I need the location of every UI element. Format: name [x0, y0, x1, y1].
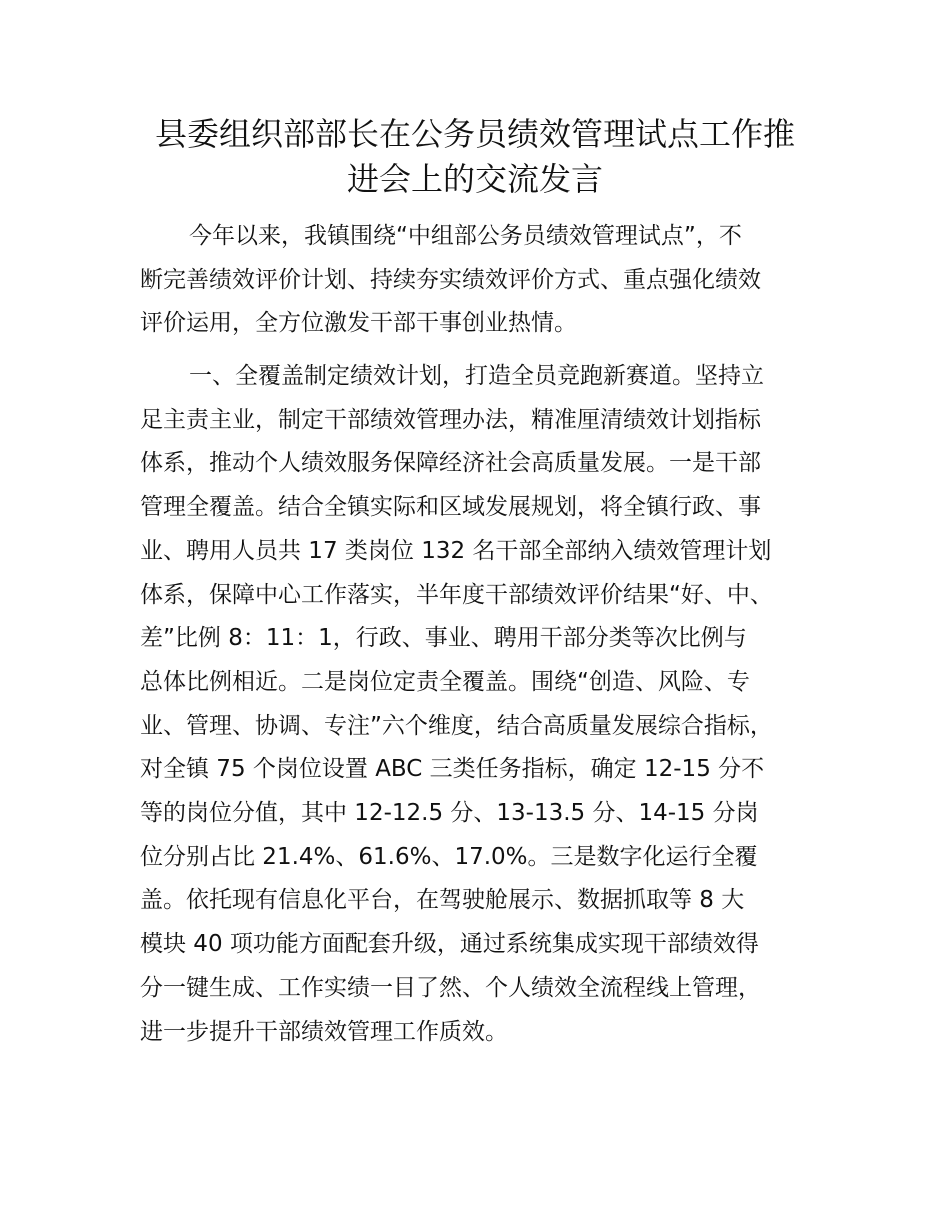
- title-line: 进会上的交流发言: [346, 160, 603, 198]
- paragraph-line: 足主责主业，制定干部绩效管理办法，精准厘清绩效计划指标: [140, 406, 761, 433]
- paragraph-line: 分一键生成、工作实绩一目了然、个人绩效全流程线上管理，: [140, 974, 761, 1001]
- paragraph-line: 评价运用，全方位激发干部干事创业热情。: [140, 310, 577, 337]
- paragraph-line: 模块 40 项功能方面配套升级，通过系统集成实现干部绩效得: [140, 931, 759, 958]
- paragraph-line: 差”比例 8：11：1，行政、事业、聘用干部分类等次比例与: [140, 625, 747, 652]
- paragraph-line: 今年以来，我镇围绕“中组部公务员绩效管理试点”，不: [189, 223, 742, 249]
- paragraph-line: 总体比例相近。二是岗位定责全覆盖。围绕“创造、风险、专: [140, 668, 750, 695]
- paragraph-line: 体系，保障中心工作落实，半年度干部绩效评价结果“好、中、: [140, 581, 773, 608]
- paragraph-line: 业、聘用人员共 17 类岗位 132 名干部全部纳入绩效管理计划: [140, 537, 772, 564]
- paragraph-line: 断完善绩效评价计划、持续夯实绩效评价方式、重点强化绩效: [140, 266, 761, 293]
- paragraph-line: 业、管理、协调、专注”六个维度，结合高质量发展综合指标，: [140, 712, 773, 739]
- title-line: 县委组织部部长在公务员绩效管理试点工作推: [154, 115, 795, 153]
- paragraph-line: 体系，推动个人绩效服务保障经济社会高质量发展。一是干部: [140, 450, 761, 477]
- document-title: [120, 112, 830, 202]
- paragraph-line: 管理全覆盖。结合全镇实际和区域发展规划，将全镇行政、事: [140, 494, 761, 521]
- paragraph-line: 等的岗位分值，其中 12-12.5 分、13-13.5 分、14-15 分岗: [140, 800, 759, 827]
- paragraph-line: 盖。依托现有信息化平台，在驾驶舱展示、数据抓取等 8 大: [140, 887, 745, 914]
- paragraph-line: 一、全覆盖制定绩效计划，打造全员竞跑新赛道。坚持立: [189, 363, 764, 389]
- paragraph-line: 对全镇 75 个岗位设置 ABC 三类任务指标，确定 12-15 分不: [140, 756, 765, 783]
- paragraph-line: 位分别占比 21.4%、61.6%、17.0%。三是数字化运行全覆: [140, 843, 758, 870]
- paragraph-line: 进一步提升干部绩效管理工作质效。: [140, 1018, 508, 1045]
- section-one-paragraph: [140, 355, 830, 1054]
- intro-paragraph: [140, 215, 830, 346]
